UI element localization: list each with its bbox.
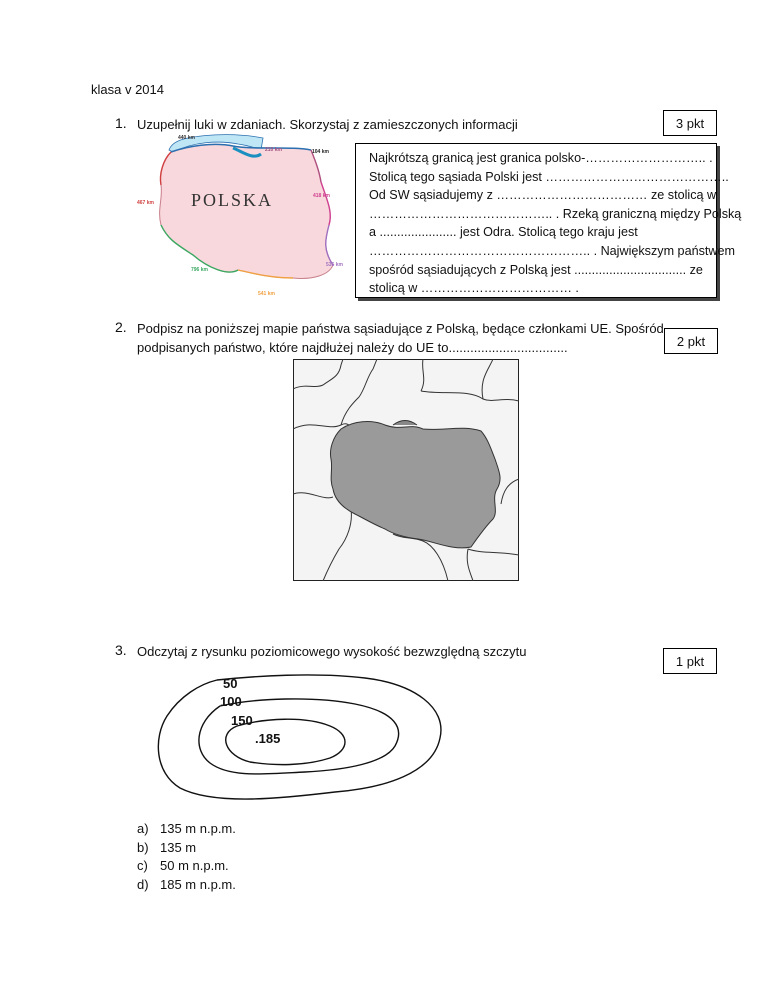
question-2-text: [137, 319, 664, 357]
question-3-points: 1 pkt: [663, 648, 717, 674]
contour-label-100: 100: [220, 694, 242, 709]
distance-label: 104 km: [312, 149, 329, 155]
gap-line: Od SW sąsiadujemy z ……………………………… ze stolicą w: [369, 188, 717, 203]
contour-map: [155, 668, 455, 813]
answer-option-b[interactable]: [137, 839, 236, 858]
answer-text: 50 m n.p.m.: [160, 858, 229, 873]
answer-letter: d): [137, 876, 149, 892]
gap-line: spośród sąsiadujących z Polską jest ................................ ze: [369, 262, 703, 277]
fill-in-text-box: [355, 143, 742, 298]
distance-label: 541 km: [258, 291, 275, 297]
distance-label: 796 km: [191, 267, 208, 273]
gap-line: stolicą w ……………………………… .: [369, 281, 579, 296]
gap-line: Stolicą tego sąsiada Polski jest ……………………………………..: [369, 169, 729, 184]
question-2-number: 2.: [115, 319, 127, 335]
answer-text: 185 m n.p.m.: [160, 876, 236, 892]
answer-letter: b): [137, 839, 149, 855]
distance-label: 467 km: [137, 200, 154, 206]
answer-options: [137, 820, 236, 894]
neighbours-outline-map: [293, 359, 519, 581]
answer-text: 135 m: [160, 839, 197, 855]
poland-border-map: [133, 130, 355, 300]
answer-option-c[interactable]: [137, 857, 236, 876]
contour-label-50: 50: [223, 676, 238, 691]
gap-line: Najkrótszą granicą jest granica polsko-……………………….. .: [369, 151, 713, 165]
poland-label: POLSKA: [191, 190, 274, 210]
answer-text: 135 m n.p.m.: [160, 821, 236, 836]
question-3-text: Odczytaj z rysunku poziomicowego wysokość bezwzględną szczytu: [137, 644, 527, 659]
question-2-points: 2 pkt: [664, 328, 718, 354]
answer-letter: a): [137, 821, 149, 836]
contour-100: [199, 699, 399, 774]
question-1-text: Uzupełnij luki w zdaniach. Skorzystaj z zamieszczonych informacji: [137, 117, 518, 132]
distance-label: 418 km: [313, 193, 330, 199]
contour-label-150: 150: [231, 713, 253, 728]
poland-shape: [160, 144, 333, 278]
gap-line: a ...................... jest Odra. Stolicą tego kraju jest: [369, 225, 638, 240]
worksheet-title: klasa v 2014: [91, 82, 164, 97]
question-1-points: 3 pkt: [663, 110, 717, 136]
answer-option-a[interactable]: [137, 820, 236, 839]
peak-label: .185: [255, 731, 281, 746]
answer-letter: c): [137, 858, 148, 873]
question-3-number: 3.: [115, 642, 127, 658]
distance-label: 440 km: [178, 135, 195, 141]
question-1-number: 1.: [115, 115, 127, 131]
distance-label: 535 km: [326, 262, 343, 268]
answer-option-d[interactable]: [137, 876, 236, 895]
gap-line: …………………………………….. . Rzeką graniczną między Polską: [369, 206, 742, 221]
question-2-line-1: Podpisz na poniższej mapie państwa sąsiadujące z Polską, będące członkami UE. Spośród: [137, 321, 664, 336]
distance-label: 210 km: [265, 147, 282, 153]
gap-line: …………………………………………….. . Największym państwem: [369, 243, 735, 258]
question-2-line-2: podpisanych państwo, które najdłużej należy do UE to.................................: [137, 340, 568, 355]
